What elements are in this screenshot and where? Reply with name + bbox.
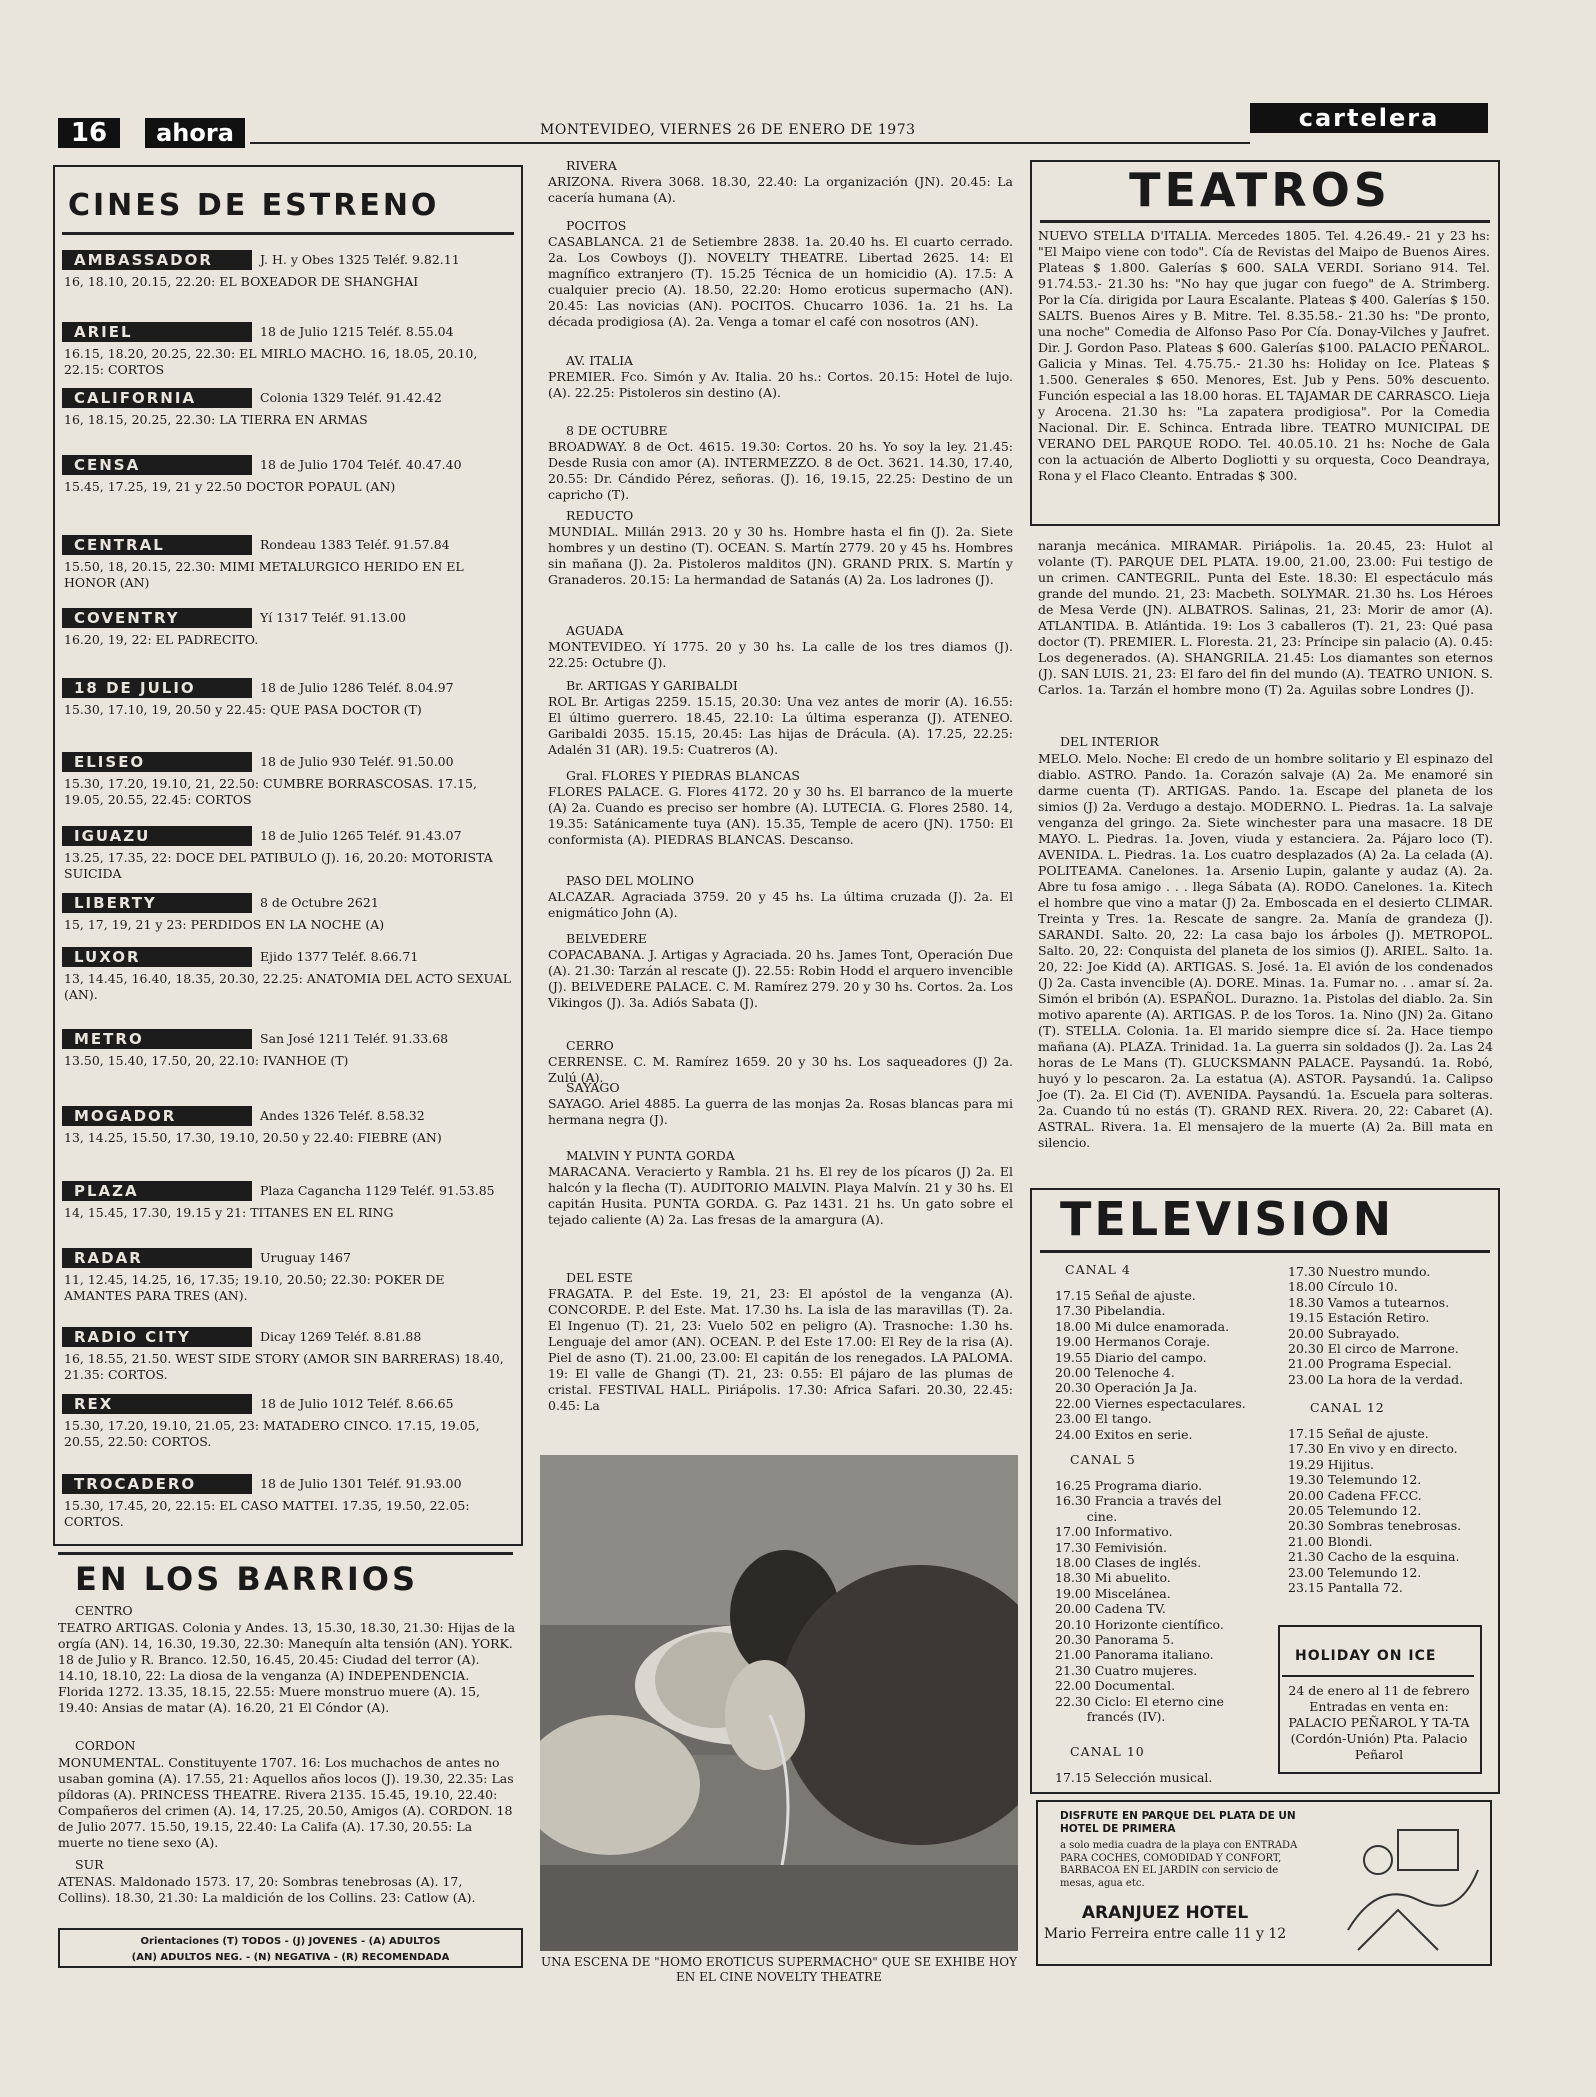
cinema-entry — [62, 947, 514, 1003]
del-este-continuation: naranja mecánica. MIRAMAR. Piriápolis. 1a. 20.45, 23: Hulot al volante (T). PARQUE DEL PLATA. 19.00, 21.00, 23.00: Fui testigo de un crimen. CANTEGRIL. Punta del Este. 18.30: El espectáculo más grande del mundo. 21, 23: Macbeth. SOLYMAR. 21.30 hs. Los Héroes de Mesa Verde (JN). ALBATROS. Salinas, 21, 23: Morir de amor (A). ATLANTIDA. B. Atlántida. 19: Los 3 caballeros (T). 21, 23: Qué pasa doctor (T). PREMIER. L. Floresta. 21, 23: Príncipe sin palacio (A). 0.45: Los degenerados. (A). SHANGRILA. 21.45: Los diamantes son eternos (J). SAN LUIS. 21, 23: El faro del fin del mundo (A). TEATRO UNION. S. Carlos. 1a. Tarzán el hombre mono (T) 2a. Aguilas sobre Londres (J). — [1038, 538, 1493, 697]
cordon-text: MONUMENTAL. Constituyente 1707. 16: Los muchachos de antes no usaban gomina (A). 17.55, 21: Aquellos años locos (J). 19.30, 22.35: Las píldoras (A). PRINCESS THEATRE. Rivera 2135. 15.45, 19.10, 22.40: Compañeros del crimen (A). 14, 17.25, 20.50, Amigos (A). CORDON. 18 de Julio 2077. 15.50, 19.15, 22.40: La Califa (A). 17.30, 20.55: La muerte no tiene sexo (A). — [58, 1755, 514, 1850]
cinema-address: Colonia 1329 Teléf. 91.42.42 — [260, 390, 442, 405]
movie-still-photo — [540, 1455, 1018, 1951]
cinema-entry — [62, 1327, 514, 1383]
cinema-address: Dicay 1269 Teléf. 8.81.88 — [260, 1329, 422, 1344]
tv-program: 20.00 Subrayado. — [1288, 1325, 1400, 1341]
cinema-address: Yí 1317 Teléf. 91.13.00 — [260, 610, 406, 625]
canal-4-label: CANAL 4 — [1065, 1262, 1131, 1277]
cinema-showtimes: 16, 18.15, 20.25, 22.30: LA TIERRA EN ARMAS — [64, 412, 368, 427]
tv-program: 20.05 Telemundo 12. — [1288, 1503, 1422, 1519]
cinema-showtimes: 14, 15.45, 17.30, 19.15 y 21: TITANES EN EL RING — [64, 1205, 394, 1220]
district-listings: ALCAZAR. Agraciada 3759. 20 y 45 hs. La última cruzada (J). 2a. El enigmático John (A). — [548, 889, 1013, 920]
tv-program: 20.00 Cadena TV. — [1055, 1601, 1166, 1617]
cinema-name: IGUAZU — [62, 826, 252, 846]
cinema-entry — [62, 455, 514, 495]
cinema-header — [62, 1394, 514, 1414]
cinema-entry — [62, 752, 514, 808]
tv-program: 17.30 Nuestro mundo. — [1288, 1264, 1431, 1279]
tv-program: 18.00 Círculo 10. — [1288, 1279, 1398, 1295]
cinema-name: CENSA — [62, 455, 252, 475]
cinema-name: RADAR — [62, 1248, 252, 1268]
cinema-name: MOGADOR — [62, 1106, 252, 1126]
cinema-header — [62, 1327, 514, 1347]
canal-4-list — [1055, 1288, 1246, 1442]
tv-program: 23.00 El tango. — [1055, 1411, 1152, 1427]
cinema-showtimes: 13.25, 17.35, 22: DOCE DEL PATIBULO (J). 16, 20.20: MOTORISTA SUICIDA — [64, 850, 493, 881]
cinema-address: Ejido 1377 Teléf. 8.66.71 — [260, 949, 419, 964]
cinema-showtimes: 15.45, 17.25, 19, 21 y 22.50 DOCTOR POPAUL (AN) — [64, 479, 396, 494]
holiday-title: HOLIDAY ON ICE — [1295, 1648, 1437, 1664]
cinema-header — [62, 1248, 514, 1268]
legend-line-1: Orientaciones (T) TODOS - (J) JOVENES - (A) ADULTOS — [140, 1936, 441, 1947]
cinema-header — [62, 535, 514, 555]
photo-caption: UNA ESCENA DE "HOMO EROTICUS SUPERMACHO" QUE SE EXHIBE HOY EN EL CINE NOVELTY THEATRE — [540, 1955, 1018, 1984]
tv-program: 20.30 Sombras tenebrosas. — [1288, 1518, 1462, 1534]
canal-12-list — [1288, 1426, 1461, 1595]
district-listings: SAYAGO. Ariel 4885. La guerra de las monjas 2a. Rosas blancas para mi hermana negra (J). — [548, 1096, 1013, 1127]
district-head: BELVEDERE — [566, 931, 647, 946]
canal-10-list — [1055, 1770, 1212, 1785]
tv-program: 19.30 Telemundo 12. — [1288, 1472, 1422, 1488]
tv-program: 20.30 Operación Ja Ja. — [1055, 1380, 1198, 1396]
cinema-entry — [62, 893, 514, 933]
cinema-address: 18 de Julio 1265 Teléf. 91.43.07 — [260, 828, 462, 843]
cinema-address: 18 de Julio 1286 Teléf. 8.04.97 — [260, 680, 454, 695]
holiday-body: 24 de enero al 11 de febrero Entradas en venta en: PALACIO PEÑAROL Y TA-TA (Cordón-Unión) Pta. Palacio Peñarol — [1288, 1683, 1470, 1762]
tv-program: 19.00 Miscelánea. — [1055, 1585, 1171, 1601]
district-head: AV. ITALIA — [566, 353, 634, 368]
cinema-showtimes: 16.20, 19, 22: EL PADRECITO. — [64, 632, 259, 647]
section-tab: cartelera — [1250, 103, 1488, 133]
cinema-name: LIBERTY — [62, 893, 252, 913]
district-listings: CASABLANCA. 21 de Setiembre 2838. 1a. 20.40 hs. El cuarto cerrado. 2a. Los Cowboys (J). NOVELTY THEATRE. Libertad 2625. 14: El magnífico extranjero (T). 15.25 Técnica de un homicidio (A). 17.5: A cualquier precio (A). 18.50, 22.20: Homo eroticus supermacho (AN). 20.45: Las novicias (AN). POCITOS. Chucarro 1036. 1a. 21 hs. La década prodigiosa (A). 2a. Venga a tomar el café con nosotros (AN). — [548, 234, 1013, 329]
district-head: SAYAGO — [566, 1080, 620, 1095]
cinema-entry — [62, 678, 514, 718]
tv-program: 17.30 En vivo y en directo. — [1288, 1441, 1458, 1457]
tv-program: 22.30 Ciclo: El eterno cine — [1055, 1693, 1224, 1709]
canal-5-label: CANAL 5 — [1070, 1452, 1136, 1467]
cinema-address: 18 de Julio 1012 Teléf. 8.66.65 — [260, 1396, 454, 1411]
district-listings: COPACABANA. J. Artigas y Agraciada. 20 hs. James Tont, Operación Due (A). 21.30: Tarzán al rescate (J). 22.55: Robin Hodd el arquero invencible (J). BELVEDERE PALACE. C. M. Ramírez 279. 20 y 30 hs. Cortos. 2a. Los Vikingos (J). 3a. Adiós Sabata (J). — [548, 947, 1013, 1010]
cinema-showtimes: 13, 14.25, 15.50, 17.30, 19.10, 20.50 y 22.40: FIEBRE (AN) — [64, 1130, 442, 1145]
cinema-entry — [62, 1181, 514, 1221]
cinema-address: 18 de Julio 1301 Teléf. 91.93.00 — [260, 1476, 462, 1491]
district-listings: ROL Br. Artigas 2259. 15.15, 20.30: Una vez antes de morir (A). 16.55: El último guerrero. 18.45, 22.10: La última esperanza (J). ATENEO. Garibaldi 2035. 15.15, 20.45: Las hijas de Drácula. (A). 17.25, 22.25: Adalén 31 (AR). 19.5: Cuatreros (A). — [548, 694, 1013, 757]
cinema-name: ELISEO — [62, 752, 252, 772]
district-listings: PREMIER. Fco. Simón y Av. Italia. 20 hs.: Cortos. 20.15: Hotel de lujo. (A). 22.25: Pistoleros sin destino (A). — [548, 369, 1013, 400]
cinema-header — [62, 826, 514, 846]
tv-program: 21.30 Cuatro mujeres. — [1055, 1662, 1198, 1678]
photo-illustration — [540, 1455, 1018, 1951]
cinema-name: CALIFORNIA — [62, 388, 252, 408]
district-head: POCITOS — [566, 218, 627, 233]
tv-program: 17.30 Femivisión. — [1055, 1539, 1168, 1555]
cinema-address: J. H. y Obes 1325 Teléf. 9.82.11 — [260, 252, 460, 267]
cinema-entry — [62, 1106, 514, 1146]
tv-program: 16.25 Programa diario. — [1055, 1478, 1203, 1493]
tv-program: 17.15 Señal de ajuste. — [1055, 1288, 1196, 1303]
centro-text: TEATRO ARTIGAS. Colonia y Andes. 13, 15.30, 18.30, 21.30: Hijas de la orgía (AN). 14, 16.30, 19.30, 22.30: Manequín alta tensión (AN). YORK. 18 de Julio y R. Branco. 12.50, 16.45, 20.45: Ciudad del terror (A). 14.10, 18.10, 22: La diosa de la venganza (A) INDEPENDENCIA. Florida 1272. 13.35, 18.15, 22.55: Muere monstruo muere (A). 15, 19.40: Ansias de matar (A). 16.20, 21 El Cóndor (A). — [58, 1620, 516, 1715]
tv-program: 17.15 Señal de ajuste. — [1288, 1426, 1429, 1441]
cinema-showtimes: 13, 14.45, 16.40, 18.35, 20.30, 22.25: ANATOMIA DEL ACTO SEXUAL (AN). — [64, 971, 512, 1002]
tv-program: francés (IV). — [1055, 1709, 1166, 1725]
district-listings: MARACANA. Veracierto y Rambla. 21 hs. El rey de los pícaros (J) 2a. El halcón y la flecha (T). AUDITORIO MALVIN. Playa Malvín. 21 y 30 hs. El capitán Husita. PUNTA GORDA. G. Paz 1431. 21 hs. Un gato sobre el tejado caliente (A) 2a. Las fresas de la amargura (A). — [548, 1164, 1013, 1227]
cinema-address: San José 1211 Teléf. 91.33.68 — [260, 1031, 449, 1046]
cinema-entry — [62, 1474, 514, 1530]
cinema-showtimes: 15.30, 17.45, 20, 22.15: EL CASO MATTEI. 17.35, 19.50, 22.05: CORTOS. — [64, 1498, 470, 1529]
district-head: MALVIN Y PUNTA GORDA — [566, 1148, 735, 1163]
interior-head: DEL INTERIOR — [1060, 734, 1159, 749]
cines-rule — [62, 232, 514, 235]
cinema-entry — [62, 826, 514, 882]
cinema-entry — [62, 535, 514, 591]
cinema-name: CENTRAL — [62, 535, 252, 555]
television-title: TELEVISION — [1060, 1192, 1395, 1246]
cinema-address: Uruguay 1467 — [260, 1250, 351, 1265]
cinema-address: Andes 1326 Teléf. 8.58.32 — [260, 1108, 425, 1123]
district-head: 8 DE OCTUBRE — [566, 423, 668, 438]
cinema-name: 18 DE JULIO — [62, 678, 252, 698]
tv-program: 19.00 Hermanos Coraje. — [1055, 1334, 1211, 1350]
barrios-rule — [58, 1552, 513, 1555]
canal-12-label: CANAL 12 — [1310, 1400, 1385, 1415]
cinema-address: Rondeau 1383 Teléf. 91.57.84 — [260, 537, 450, 552]
cinema-showtimes: 16, 18.55, 21.50. WEST SIDE STORY (AMOR SIN BARRERAS) 18.40, 21.35: CORTOS. — [64, 1351, 504, 1382]
cinema-header — [62, 947, 514, 967]
cinema-showtimes: 15.30, 17.10, 19, 20.50 y 22.45: QUE PASA DOCTOR (T) — [64, 702, 422, 717]
tv-program: 18.30 Vamos a tutearnos. — [1288, 1294, 1450, 1310]
television-rule — [1040, 1250, 1490, 1253]
legend-line-2: (AN) ADULTOS NEG. - (N) NEGATIVA - (R) RECOMENDADA — [131, 1952, 450, 1963]
district-listings: MONTEVIDEO. Yí 1775. 20 y 30 hs. La calle de los tres diamos (J). 22.25: Octubre (J). — [548, 639, 1013, 670]
cinema-name: METRO — [62, 1029, 252, 1049]
district-head: CERRO — [566, 1038, 614, 1053]
cinema-entry — [62, 250, 514, 290]
district-listings: MUNDIAL. Millán 2913. 20 y 30 hs. Hombre hasta el fin (J). 2a. Siete hombres y un destino (T). OCEAN. S. Martín 2779. 20 y 45 hs. Hombres sin mañana (J). 2a. Pistoleros malditos (JN). GRAND PRIX. S. Martín y Granaderos. 20.15: La hermandad de Satanás (A) 2a. Los ladrones (J). — [548, 524, 1013, 587]
tv-program: 17.30 Pibelandia. — [1055, 1303, 1166, 1319]
tv-program: 16.30 Francia a través del — [1055, 1493, 1222, 1509]
dateline: MONTEVIDEO, VIERNES 26 DE ENERO DE 1973 — [540, 122, 916, 138]
ratings-legend — [58, 1928, 523, 1968]
cinema-showtimes: 16, 18.10, 20.15, 22.20: EL BOXEADOR DE SHANGHAI — [64, 274, 419, 289]
section-logo: ahora — [145, 118, 245, 148]
cinema-header — [62, 608, 514, 628]
cinema-header — [62, 322, 514, 342]
cinema-showtimes: 13.50, 15.40, 17.50, 20, 22.10: IVANHOE (T) — [64, 1053, 349, 1068]
tv-program: 21.30 Cacho de la esquina. — [1288, 1549, 1460, 1565]
cinema-entry — [62, 1394, 514, 1450]
cinema-showtimes: 15, 17, 19, 21 y 23: PERDIDOS EN LA NOCHE (A) — [64, 917, 385, 932]
cinema-address: 18 de Julio 1215 Teléf. 8.55.04 — [260, 324, 454, 339]
holiday-rule — [1282, 1675, 1474, 1677]
interior-text: MELO. Melo. Noche: El credo de un hombre solitario y El espinazo del diablo. ASTRO. Pando. 1a. Corazón salvaje (A) 2a. Me enamoré sin darme cuenta (T). ARTIGAS. Pando. 1a. Escape del planeta de los simios (J) 2a. Verdugo a destajo. MODERNO. L. Piedras. 1a. La salvaje venganza del gringo. 2a. Siete winchester para una masacre. 18 DE MAYO. L. Piedras. 1a. Joven, viuda y estanciera. 2a. Pájaro loco (T). AVENIDA. L. Piedras. 1a. Los cuatro desplazados (A) 2a. La celada (A). POLITEAMA. Canelones. 1a. Arsenio Lupin, galante y audaz (A). 2a. Abre tu fosa amigo . . . llega Sábata (A). RODO. Canelones. 1a. Kitech el hombre que vino a matar (J) 2a. Emboscada en el desierto CLIMAR. Treinta y Tres. 1a. Rescate de sangre. 2a. Manía de grandeza (J). SARANDI. Salto. 20, 22: La casa bajo los árboles (J). METROPOL. Salto. 20, 22: Conquista del planeta de los simios (J). ARIEL. Salto. 1a. 20, 22: Joe Kidd (A). ARTIGAS. S. José. 1a. El avión de los condenados (J) 2a. Casta invencible (A). DORE. Minas. 1a. Fumar no. . . amar sí. 2a. Simón el bribón (A). ESPAÑOL. Durazno. 1a. Pistolas del diablo. 2a. Sin motivo aparente (A). ARTIGAS. P. de los Toros. 1a. Nino (JN) 2a. Gitano (T). STELLA. Colonia. 1a. El marido siempre dice sí. 2a. Hace tiempo mañana (A). PLAZA. Trinidad. 1a. La guerra sin soldados (J). 2a. Las 24 horas de Le Mans (T). GLUCKSMANN PALACE. Paysandú. 1a. Robó, huyó y lo pescaron. 2a. La estatua (A). ASTOR. Paysandú. 1a. Calipso Joe (T). 2a. El Cid (T). AVENIDA. Paysandú. 1a. Escuela para solteras. 2a. Cuando tú no estás (T). GRAND REX. Rivera. 20, 22: Cabaret (A). ASTRAL. Rivera. 1a. El mensajero de la muerte (A) 2a. Bill mata en silencio. — [1038, 751, 1493, 1150]
cinema-showtimes: 11, 12.45, 14.25, 16, 17.35; 19.10, 20.50; 22.30: POKER DE AMANTES PARA TRES (AN). — [64, 1272, 445, 1303]
tv-program: 19.15 Estación Retiro. — [1288, 1310, 1430, 1326]
cinema-header — [62, 250, 514, 270]
cinema-address: 8 de Octubre 2621 — [260, 895, 379, 910]
tv-program: 19.29 Hijitus. — [1288, 1456, 1374, 1472]
ad-illustration — [1338, 1810, 1483, 1955]
cinema-entry — [62, 1248, 514, 1304]
tv-program: 24.00 Exitos en serie. — [1055, 1426, 1193, 1442]
cinema-header — [62, 1474, 514, 1494]
tv-program: 20.00 Cadena FF.CC. — [1288, 1487, 1422, 1503]
tv-program: 20.30 Panorama 5. — [1055, 1632, 1175, 1648]
district-head: DEL ESTE — [566, 1270, 633, 1285]
district-listings: BROADWAY. 8 de Oct. 4615. 19.30: Cortos. 20 hs. Yo soy la ley. 21.45: Desde Rusia con amor (A). INTERMEZZO. 8 de Oct. 3621. 14.30, 17.40, 20.55: Dr. Cándido Pérez, señoras. (J). 16, 19.15, 22.25: Destino de un capricho (T). — [548, 439, 1013, 502]
cinema-showtimes: 15.30, 17.20, 19.10, 21.05, 23: MATADERO CINCO. 17.15, 19.05, 20.55, 22.50: CORTOS. — [64, 1418, 480, 1449]
ad-address: Mario Ferreira entre calle 11 y 12 — [1043, 1926, 1287, 1942]
district-listings: ARIZONA. Rivera 3068. 18.30, 22.40: La organización (JN). 20.45: La cacería humana (A). — [548, 174, 1013, 205]
cinema-address: 18 de Julio 1704 Teléf. 40.47.40 — [260, 457, 462, 472]
teatros-rule — [1040, 220, 1490, 223]
cinema-name: RADIO CITY — [62, 1327, 252, 1347]
tv-program: 21.00 Programa Especial. — [1288, 1356, 1452, 1372]
cinema-header — [62, 752, 514, 772]
cinema-name: AMBASSADOR — [62, 250, 252, 270]
district-head: Br. ARTIGAS Y GARIBALDI — [566, 678, 738, 693]
cinema-address: Plaza Cagancha 1129 Teléf. 91.53.85 — [260, 1183, 495, 1198]
canal-10-label: CANAL 10 — [1070, 1744, 1145, 1759]
cinema-showtimes: 15.50, 18, 20.15, 22.30: MIMI METALURGICO HERIDO EN EL HONOR (AN) — [64, 559, 464, 590]
sur-text: ATENAS. Maldonado 1573. 17, 20: Sombras tenebrosas (A). 17, Collins). 18.30, 21.30: La maldición de los Collins. 23: Catlow (A). — [58, 1874, 476, 1905]
tv-program: 23.00 Telemundo 12. — [1288, 1564, 1422, 1580]
tv-program: 18.30 Mi abuelito. — [1055, 1570, 1171, 1586]
district-listings: FLORES PALACE. G. Flores 4172. 20 y 30 hs. El barranco de la muerte (A) 2a. Cuando es preciso ser hombre (A). LUTECIA. G. Flores 2580. 14, 19.35: Satánicamente tuya (AN). 15.35, Temple de acero (JN). 1750: El conformista (A). PIEDRAS BLANCAS. Descanso. — [548, 784, 1013, 847]
teatros-title: TEATROS — [1129, 163, 1391, 217]
cinema-header — [62, 893, 514, 913]
cinema-name: ARIEL — [62, 322, 252, 342]
ad-headline: DISFRUTE EN PARQUE DEL PLATA DE UN HOTEL DE PRIMERA — [1060, 1810, 1296, 1835]
tv-program: 23.15 Pantalla 72. — [1288, 1580, 1403, 1596]
district-head: REDUCTO — [566, 508, 634, 523]
ad-body: a solo media cuadra de la playa con ENTRADA PARA COCHES, COMODIDAD Y CONFORT, BARBACOA EN EL JARDIN con servicio de mesas, agua etc. — [1060, 1840, 1298, 1889]
cinema-entry — [62, 322, 514, 378]
cinema-name: LUXOR — [62, 947, 252, 967]
header-rule — [250, 142, 1250, 144]
cinema-name: COVENTRY — [62, 608, 252, 628]
tv-program: 21.00 Blondi. — [1288, 1533, 1373, 1549]
district-head: RIVERA — [566, 158, 617, 173]
sur-head: SUR — [75, 1857, 104, 1872]
tv-program: 18.00 Clases de inglés. — [1055, 1555, 1202, 1571]
tv-program: 17.15 Selección musical. — [1055, 1770, 1213, 1785]
cinema-showtimes: 15.30, 17.20, 19.10, 21, 22.50: CUMBRE BORRASCOSAS. 17.15, 19.05, 20.55, 22.45: CORTOS — [64, 776, 477, 807]
cinema-entry — [62, 1029, 514, 1069]
canal-5-list — [1055, 1478, 1224, 1725]
cines-title: CINES DE ESTRENO — [68, 188, 440, 223]
tv-program: 19.55 Diario del campo. — [1055, 1349, 1207, 1365]
canal-4-list-cont — [1288, 1264, 1463, 1387]
district-head: AGUADA — [566, 623, 624, 638]
tv-program: 22.00 Documental. — [1055, 1678, 1176, 1694]
district-listings: FRAGATA. P. del Este. 19, 21, 23: El apóstol de la venganza (A). CONCORDE. P. del Este. Mat. 17.30 hs. La isla de las maravillas (T). 2a. El Ingenuo (T). 21, 23: Vuelo 502 en peligro (A). Trasnoche: 1.30 hs. Lenguaje del amor (AN). OCEAN. P. del Este 17.00: El Rey de la risa (A). Piel de asno (T). 21.00, 23.00: El capitán de los renegados. LA PALOMA. 19: El valle de Ghangi (T). 21, 23: 0.55: El pájaro de las plumas de cristal. FESTIVAL HALL. Piriápolis. 17.30: Africa Safari. 20.30, 22.45: 0.45: La — [548, 1286, 1013, 1413]
cinema-entry — [62, 608, 514, 648]
cinema-header — [62, 678, 514, 698]
tv-program: 17.00 Informativo. — [1055, 1524, 1173, 1540]
cinema-name: REX — [62, 1394, 252, 1414]
tv-program: 20.00 Telenoche 4. — [1055, 1365, 1175, 1381]
district-head: PASO DEL MOLINO — [566, 873, 694, 888]
cinema-address: 18 de Julio 930 Teléf. 91.50.00 — [260, 754, 454, 769]
cinema-header — [62, 1106, 514, 1126]
cinema-header — [62, 1029, 514, 1049]
tv-program: 18.00 Mi dulce enamorada. — [1055, 1318, 1230, 1334]
centro-head: CENTRO — [75, 1603, 133, 1618]
tv-program: 23.00 La hora de la verdad. — [1288, 1371, 1464, 1387]
cinema-showtimes: 16.15, 18.20, 20.25, 22.30: EL MIRLO MACHO. 16, 18.05, 20.10, 22.15: CORTOS — [64, 346, 478, 377]
cinema-name: TROCADERO — [62, 1474, 252, 1494]
district-listings: CERRENSE. C. M. Ramírez 1659. 20 y 30 hs. Los saqueadores (J) 2a. Zulú (A). — [548, 1054, 1013, 1085]
page-number: 16 — [58, 118, 120, 148]
cinema-header — [62, 388, 514, 408]
tv-program: 22.00 Viernes espectaculares. — [1055, 1395, 1246, 1411]
cinema-entry — [62, 388, 514, 428]
tv-program: cine. — [1055, 1508, 1118, 1524]
cinema-header — [62, 455, 514, 475]
barrios-title: EN LOS BARRIOS — [75, 1560, 419, 1598]
teatros-text: NUEVO STELLA D'ITALIA. Mercedes 1805. Tel. 4.26.49.- 21 y 23 hs: "El Maipo viene con todo". Cía de Revistas del Maipo de Buenos Aires. Plateas $ 1.800. Galerías $ 600. SALA VERDI. Soriano 914. Tel. 91.74.53.- 21.30 hs: "No hay que jugar con fuego" de A. Strimberg. Por la Cía. dirigida por Laura Escalante. Plateas $ 400. Galerías $ 150. SALTS. Buenos Aires y B. Mitre. Tel. 8.35.58.- 21.30 hs: "De pronto, una noche" Comedia de Alfonso Paso Por Cía. Donay-Vilches y Jaufret. Dir. J. Gordon Paso. Plateas $ 600. Galerías $100. PALACIO PEÑAROL. Galicia y Minas. Tel. 4.75.75.- 21.30 hs: Holiday on Ice. Plateas $ 1.500. Generales $ 650. Menores, Est. Jub y Pens. 50% descuento. Función especial a las 18.00 horas. EL TAJAMAR DE CARRASCO. Lieja y Arocena. 21.30 hs: "La zapatera prodigiosa". Por la Comedia Nacional. Dir. E. Schinca. Entrada libre. TEATRO MUNICIPAL DE VERANO DEL PARQUE RODO. Tel. 40.05.10. 21 hs: Noche de Gala con la actuación de Alberto Dogliotti y su orquesta, Coco Deandraya, Rona y el Flaco Cleanto. Entradas $ 300. — [1038, 228, 1490, 483]
tv-program: 21.00 Panorama italiano. — [1055, 1647, 1214, 1663]
cordon-head: CORDON — [75, 1738, 136, 1753]
district-head: Gral. FLORES Y PIEDRAS BLANCAS — [566, 768, 800, 783]
cinema-name: PLAZA — [62, 1181, 252, 1201]
tv-program: 20.10 Horizonte científico. — [1055, 1616, 1224, 1632]
tv-program: 20.30 El circo de Marrone. — [1288, 1341, 1459, 1357]
cinema-header — [62, 1181, 514, 1201]
ad-hotel-name: ARANJUEZ HOTEL — [1081, 1903, 1249, 1923]
